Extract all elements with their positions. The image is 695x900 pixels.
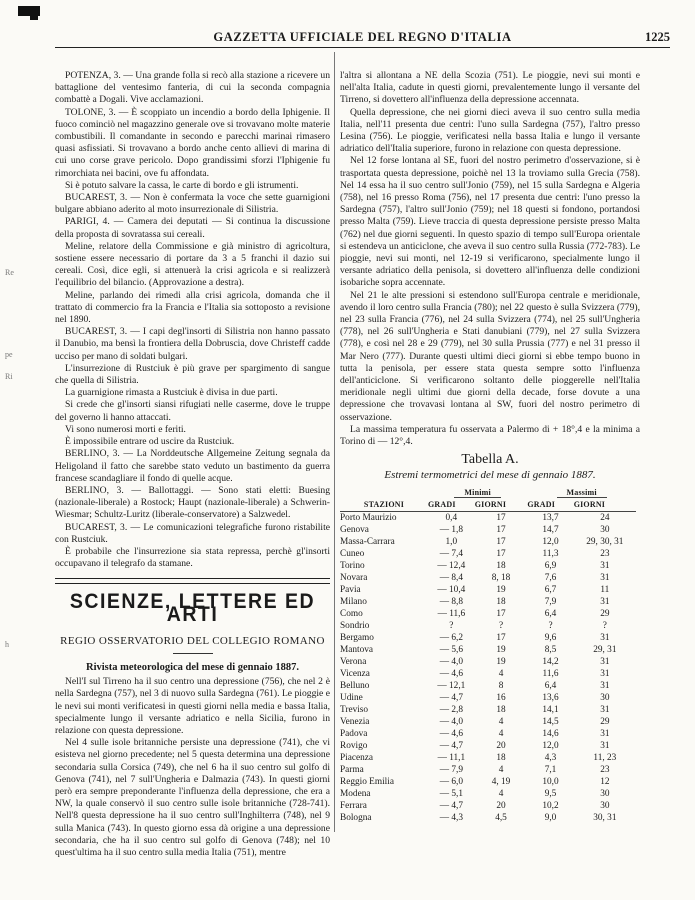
group-max-header: Massimi	[527, 487, 636, 499]
cell-max-day: 30	[600, 692, 610, 703]
cell-min-day: 4	[498, 728, 504, 739]
cell-max: 7,6	[544, 572, 557, 583]
cell-min-day: 17	[496, 512, 506, 523]
cell-station: Massa-Carrara	[340, 536, 395, 547]
col-header-min-deg: GRADI	[428, 499, 475, 512]
cell-station: Novara	[340, 572, 368, 583]
cell-station: Como	[340, 608, 363, 619]
cell-min-day: 4,5	[495, 812, 507, 823]
right-column	[340, 70, 640, 824]
margin-mark: h	[5, 640, 9, 649]
cell-station: Bergamo	[340, 632, 374, 643]
cell-max-day: 24	[600, 512, 610, 523]
cell-max-day: 29	[600, 608, 610, 619]
table-row	[340, 728, 636, 740]
cell-min-day: 8, 18	[491, 572, 511, 583]
cell-min: — 4,7	[439, 800, 463, 811]
cell-max: 9,6	[544, 632, 557, 643]
news-item: Meline, parlando dei rimedi alla crisi agricola, domanda che il trattato di commercio fra la Francia e l'Italia sia sottoposto a revisione nel 1890.	[55, 289, 330, 326]
cell-min: — 6,0	[439, 776, 463, 787]
table-row	[340, 740, 636, 752]
cell-station: Udine	[340, 692, 363, 703]
news-item: BUCAREST, 3. — Non è confermata la voce che sette guarnigioni bulgare abbiano aderito al moto insurrezionale di Silistria.	[55, 192, 330, 216]
page-header	[55, 30, 670, 48]
table-row	[340, 572, 636, 584]
cell-max-day: 31	[600, 704, 610, 715]
table-row	[340, 692, 636, 704]
table-row	[340, 788, 636, 800]
cell-min-day: 4, 19	[491, 776, 511, 787]
cell-min: — 4,7	[439, 740, 463, 751]
table-row	[340, 776, 636, 788]
cell-min: — 1,8	[439, 524, 463, 535]
cell-min-day: 18	[496, 596, 506, 607]
cell-max-day: 31	[600, 740, 610, 751]
section-title: REGIO OSSERVATORIO DEL COLLEGIO ROMANO	[60, 634, 325, 647]
table-row	[340, 620, 636, 632]
section-banner: SCIENZE, LETTERE ED ARTI	[69, 590, 316, 626]
cell-max: 12,0	[542, 740, 559, 751]
page-number: 1225	[645, 30, 670, 44]
cell-min: — 4,6	[439, 668, 463, 679]
table-row	[340, 668, 636, 680]
cell-station: Cuneo	[340, 548, 365, 559]
cell-max-day: 29	[600, 716, 610, 727]
article-paragraph: Nel 12 forse lontana al SE, fuori del nostro perimetro d'osservazione, si è trasportata questa depressione, poichè nel 13 la troviamo sulla Grecia (758). Nel 14 essa ha il suo centro sull'Jonio (759), nel 15 sulla Sardegna e Algeria (758), nel 16 presso Roma (756), nel 17 presenta due centri: l'uno presso la Sardegna (757), l'altro sull'Jonio (759); nel 18 questi si fondono, portandosi presso Malta (759). Lieve traccia di questa depressione persiste presso Malta (762) nel due giorni seguenti. In questo spazio di tempo sull'Europa orientale si estendeva un anticiclone, che aveva il suo centro sulla Russia (772-783). Le pioggie, nevi sui monti, nel 12-19 si verificarono, specialmente lungo il versante adriatico della penisola, si dovettero all'influenza delle condizioni isobariche sopra accennate.	[340, 155, 640, 289]
news-item: POTENZA, 3. — Una grande folla si recò alla stazione a ricevere un battaglione del ventesimo fanteria, di cui la seconda compagnia combattè a Dogali. Vive acclamazioni.	[55, 70, 330, 106]
cell-min-day: 19	[496, 656, 506, 667]
running-head: GAZZETTA UFFICIALE DEL REGNO D'ITALIA	[213, 30, 512, 44]
article-paragraph: Nel 21 le alte pressioni si estendono sull'Europa centrale e meridionale, avendo il loro centro sulla Francia (780); nel 22 questo è sulla Svizzera (779), nel 23 sulla Francia (776), nel 24 sulla Svizzera (774), nel 25 sull'Ungheria (778), nel 26 sull'Ungheria e Stati danubiani (779), nel 27 sulla Svizzera (778), e così nel 28 e 29 (779), nel 30 sulla Prussia (777) e nel 31 presso il Mar Nero (777). Durante questi ultimi dieci giorni si ebbe tempo buono in tutta la penisola, per essere stata questa sempre sotto l'influenza dell'anticiclone. Si verificarono soltanto delle pioggerelle nell'Italia meridionale negli ultimi due giorni della decade, forse dovute a una depressione che trovavasi lontana al SW, fuori del nostro perimetro di osservazione.	[340, 289, 640, 423]
cell-min-day: 18	[496, 560, 506, 571]
cell-min: — 5,1	[439, 788, 463, 799]
cell-min: — 5,6	[439, 644, 463, 655]
cell-station: Bologna	[340, 812, 372, 823]
cell-min: 1,0	[445, 536, 458, 547]
cell-min-day: 16	[496, 692, 506, 703]
cell-max-day: 30, 31	[593, 812, 617, 823]
cell-max-day: 12	[600, 776, 610, 787]
cell-max-day: 30	[600, 800, 610, 811]
article-paragraph: l'altra si allontana a NE della Scozia (751). Le pioggie, nevi sui monti e nell'alta Italia, cadute in questi giorni, prevalentemente lungo il versante del Tirreno, si dovettero all'influenza della depressione accennata.	[340, 70, 640, 106]
cell-station: Piacenza	[340, 752, 374, 763]
cell-min: — 10,4	[437, 584, 466, 595]
news-item: L'insurrezione di Rustciuk è più grave per spargimento di sangue che quella di Silistria.	[55, 362, 330, 387]
cell-min: — 8,8	[439, 596, 463, 607]
table-row	[340, 704, 636, 716]
cell-min-day: 19	[496, 644, 506, 655]
cell-max: 6,7	[544, 584, 557, 595]
cell-station: Sondrio	[340, 620, 370, 631]
cell-min-day: 17	[496, 548, 506, 559]
cell-min-day: 17	[496, 632, 506, 643]
cell-max: 9,0	[544, 812, 557, 823]
table-title: Tabella A.	[461, 452, 519, 468]
cell-station: Rovigo	[340, 740, 368, 751]
cell-max: 14,2	[542, 656, 559, 667]
news-item: BUCAREST, 3. — Le comunicazioni telegrafiche furono ristabilite con Rustciuk.	[55, 521, 330, 545]
cell-min-day: 4	[498, 788, 504, 799]
column-divider	[334, 52, 335, 832]
cell-station: Porto Maurizio	[340, 512, 397, 523]
cell-max: 11,3	[542, 548, 559, 559]
cell-min-day: 18	[496, 704, 506, 715]
cell-max: 6,4	[544, 608, 557, 619]
cell-min: — 12,4	[437, 560, 466, 571]
table-row	[340, 608, 636, 620]
news-item: TOLONE, 3. — È scoppiato un incendio a bordo della Iphigenie. Il fuoco cominciò nel magazzino generale ove si trovavano molte materie combustibili. Il comandante in secondo e parecchi marinai rimasero quasi asfissiati. Si trovavano a bordo anche cento allievi di marina di cui uno corse grave pericolo. Dopo grandissimi sforzi l'Iphigenie fu rimorchiata nei bacini, ove fu affondata.	[55, 106, 330, 179]
table-row	[340, 560, 636, 572]
news-item: BERLINO, 3. — La Norddeutsche Allgemeine Zeitung segnala da Heligoland il fatto che sarebbe stato veduto un bastimento da guerra francese scandagliare il fondo di quelle acque.	[55, 448, 330, 484]
cell-max: 14,5	[542, 716, 559, 727]
news-item: Meline, relatore della Commissione e già ministro di agricoltura, sostiene essere necessario di portare da 3 a 5 franchi il dazio sui cereali. Così, dice egli, si attenuerà la crisi agricola e si realizzerà l'equilibrio del bilancio. (Approvazione a destra).	[55, 240, 330, 289]
cell-max-day: 31	[600, 560, 610, 571]
cell-station: Vicenza	[340, 668, 370, 679]
news-item: PARIGI, 4. — Camera dei deputati — Si continua la discussione della proposta di sovratassa sui cereali.	[55, 216, 330, 240]
cell-min: — 4,7	[439, 692, 463, 703]
group-min-header: Minimi	[428, 487, 527, 499]
cell-station: Venezia	[340, 716, 370, 727]
article-paragraph: Quella depressione, che nei giorni dieci aveva il suo centro sulla media Italia, nell'11 presenta due centri: l'uno sulla Sardegna (757), l'altro presso Lesina (756). Le pioggie, verificatesi nella bassa Italia e lungo il versante adriatico dell'Italia superiore, furono in relazione con questa depressione.	[340, 106, 640, 155]
cell-min-day: 17	[496, 608, 506, 619]
cell-max-day: 29, 31	[593, 644, 617, 655]
cell-min: — 11,1	[437, 752, 466, 763]
col-header-max-deg: GRADI	[527, 499, 573, 512]
table-row	[340, 511, 636, 524]
cell-max: 14,1	[542, 704, 559, 715]
col-header-station: STAZIONI	[340, 499, 428, 512]
table-row	[340, 548, 636, 560]
cell-min: — 12,1	[437, 680, 466, 691]
cell-station: Ferrara	[340, 800, 367, 811]
cell-max: 10,2	[542, 800, 559, 811]
cell-station: Milano	[340, 596, 367, 607]
cell-max: 14,7	[542, 524, 559, 535]
table-subtitle: Estremi termometrici del mese di gennaio 1887.	[384, 468, 596, 481]
cell-station: Modena	[340, 788, 371, 799]
cell-max: 11,6	[542, 668, 559, 679]
cell-min: — 6,2	[439, 632, 463, 643]
cell-max-day: 31	[600, 632, 610, 643]
cell-min-day: 18	[496, 752, 506, 763]
article-paragraph: La massima temperatura fu osservata a Palermo di + 18°,4 e la minima a Torino di — 12°,4.	[340, 423, 640, 448]
cell-station: Mantova	[340, 644, 374, 655]
cell-max: 13,7	[542, 512, 559, 523]
cell-max: 13,6	[542, 692, 559, 703]
cell-station: Genova	[340, 524, 369, 535]
cell-min: — 7,9	[439, 764, 463, 775]
cell-max: 8,5	[544, 644, 557, 655]
cell-max-day: 29, 30, 31	[586, 536, 624, 547]
cell-max-day: 30	[600, 524, 610, 535]
left-column	[55, 70, 330, 859]
table-row	[340, 800, 636, 812]
cell-min-day: 20	[496, 800, 506, 811]
cell-station: Torino	[340, 560, 365, 571]
col-header-min-days: GIORNI	[475, 499, 528, 512]
table-row	[340, 524, 636, 536]
cell-max: 6,9	[544, 560, 557, 571]
cell-station: Parma	[340, 764, 364, 775]
news-item: BERLINO, 3. — Ballottaggi. — Sono stati eletti: Buesing (nazionale-liberale) a Rostock; Haupt (nazionale-liberale) a Schwerin-Wiesmar; Schultz-Luritz (liberale-conservatore) a Salzwedel.	[55, 484, 330, 521]
cell-max-day: 11	[600, 584, 610, 595]
cell-max-day: 23	[600, 548, 610, 559]
cell-min-day: 4	[498, 764, 504, 775]
news-item: Si crede che gl'insorti siansi rifugiati nelle caserme, dove le truppe del governo li hanno attaccati.	[55, 399, 330, 423]
news-item: La guarnigione rimasta a Rustciuk è divisa in due parti.	[65, 387, 278, 399]
cell-station: Verona	[340, 656, 367, 667]
cell-min: — 2,8	[439, 704, 463, 715]
margin-mark: Ri	[5, 372, 13, 381]
cell-max-day: 11, 23	[593, 752, 617, 763]
table-row	[340, 644, 636, 656]
cell-max: 10,0	[542, 776, 559, 787]
cell-max-day: 31	[600, 728, 610, 739]
table-row	[340, 680, 636, 692]
table-row	[340, 764, 636, 776]
table-row	[340, 584, 636, 596]
cell-max: 9,5	[544, 788, 557, 799]
cell-min-day: 4	[498, 668, 504, 679]
news-item: Si è potuto salvare la cassa, le carte di bordo e gli istrumenti.	[65, 179, 299, 191]
cell-min-day: 8	[498, 680, 504, 691]
cell-max-day: 31	[600, 572, 610, 583]
table-row	[340, 596, 636, 608]
cell-max-day: 31	[600, 596, 610, 607]
cell-station: Reggio Emilia	[340, 776, 394, 787]
cell-min: — 4,0	[439, 716, 463, 727]
cell-min: — 4,3	[439, 812, 463, 823]
section-double-rule	[55, 578, 330, 584]
table-row	[340, 812, 636, 824]
cell-max-day: 23	[600, 764, 610, 775]
cell-max: 7,1	[544, 764, 557, 775]
cell-max-day: 31	[600, 668, 610, 679]
table-row	[340, 716, 636, 728]
scan-artifact-tick	[30, 14, 38, 20]
cell-max-day: 31	[600, 656, 610, 667]
short-rule	[173, 653, 213, 654]
cell-max-day: 31	[600, 680, 610, 691]
col-header-max-days: GIORNI	[574, 499, 636, 512]
table-row	[340, 752, 636, 764]
cell-min: — 8,4	[439, 572, 463, 583]
cell-min-day: 4	[498, 716, 504, 727]
cell-min: — 4,0	[439, 656, 463, 667]
news-item: È probabile che l'insurrezione sia stata repressa, perchè gl'insorti occupavano il telegrafo da stamane.	[55, 545, 330, 570]
cell-min: — 7,4	[439, 548, 463, 559]
cell-min-day: 17	[496, 536, 506, 547]
cell-min: 0,4	[445, 512, 458, 523]
cell-max-day: ?	[602, 620, 607, 631]
cell-max: 6,4	[544, 680, 557, 691]
cell-min-day: ?	[498, 620, 504, 631]
news-item: Vi sono numerosi morti e feriti.	[65, 423, 186, 435]
cell-station: Padova	[340, 728, 368, 739]
cell-min: — 11,6	[437, 608, 466, 619]
cell-max: 7,9	[544, 596, 557, 607]
cell-min: — 4,6	[439, 728, 463, 739]
cell-max: 12,0	[542, 536, 559, 547]
news-item: È impossibile entrare od uscire da Rustciuk.	[65, 436, 235, 448]
cell-min-day: 20	[496, 740, 506, 751]
article-title: Rivista meteorologica del mese di gennaio 1887.	[86, 661, 299, 673]
cell-max: 4,3	[544, 752, 557, 763]
table-row	[340, 536, 636, 548]
cell-max: ?	[548, 620, 553, 631]
margin-mark: Re	[5, 268, 14, 277]
header-rule	[55, 47, 670, 48]
cell-min-day: 19	[496, 584, 506, 595]
cell-min: ?	[449, 620, 454, 631]
article-paragraph: Nel 4 sulle isole britanniche persiste una depressione (741), che vi esisteva nel giorno precedente; nel 5 questa determina una depressione secondaria sulla Corsica (749), che nel 6 ha il suo centro sul golfo di Genova (741), nel 7 sull'Ungheria e Dalmazia (743). In questi giorni però era sempre preponderante l'influenza della depressione, che era a NW, la quale conservò il suo centro sulle isole britanniche (728-741). Nell'8 questa depressione ha il suo centro sull'Inghilterra (748), nel 9 sulla Manica (743). In questo giorno essa dà origine a una depressione secondaria, che ha il suo centro sul golfo di Genova (748); nel 10 quest'ultima ha il suo centro sulla media Italia (751), mentre	[55, 737, 330, 858]
cell-max: 14,6	[542, 728, 559, 739]
temperature-table	[340, 487, 636, 824]
article-paragraph: Nell'I sul Tirreno ha il suo centro una depressione (756), che nel 2 è nella Sardegna (757), nel 3 di nuovo sulla Sardegna (761). Le pioggie e le nevi sui monti verificatesi in questi giorni nella media e bassa Italia, specialmente lungo il versante adriatico e nella Sicilia, furono in relazione con questa depressione.	[55, 676, 330, 736]
table-body	[340, 511, 636, 824]
cell-max-day: 30	[600, 788, 610, 799]
cell-station: Belluno	[340, 680, 370, 691]
cell-station: Pavia	[340, 584, 361, 595]
table-row	[340, 656, 636, 668]
table-row	[340, 632, 636, 644]
margin-mark: pe	[5, 350, 13, 359]
cell-min-day: 17	[496, 524, 506, 535]
news-item: BUCAREST, 3. — I capi degl'insorti di Silistria non hanno passato il Danubio, ma bensì la frontiera della Dobruscia, dove Christeff cadde ucciso per mano di soldati bulgari.	[55, 326, 330, 362]
cell-station: Treviso	[340, 704, 369, 715]
